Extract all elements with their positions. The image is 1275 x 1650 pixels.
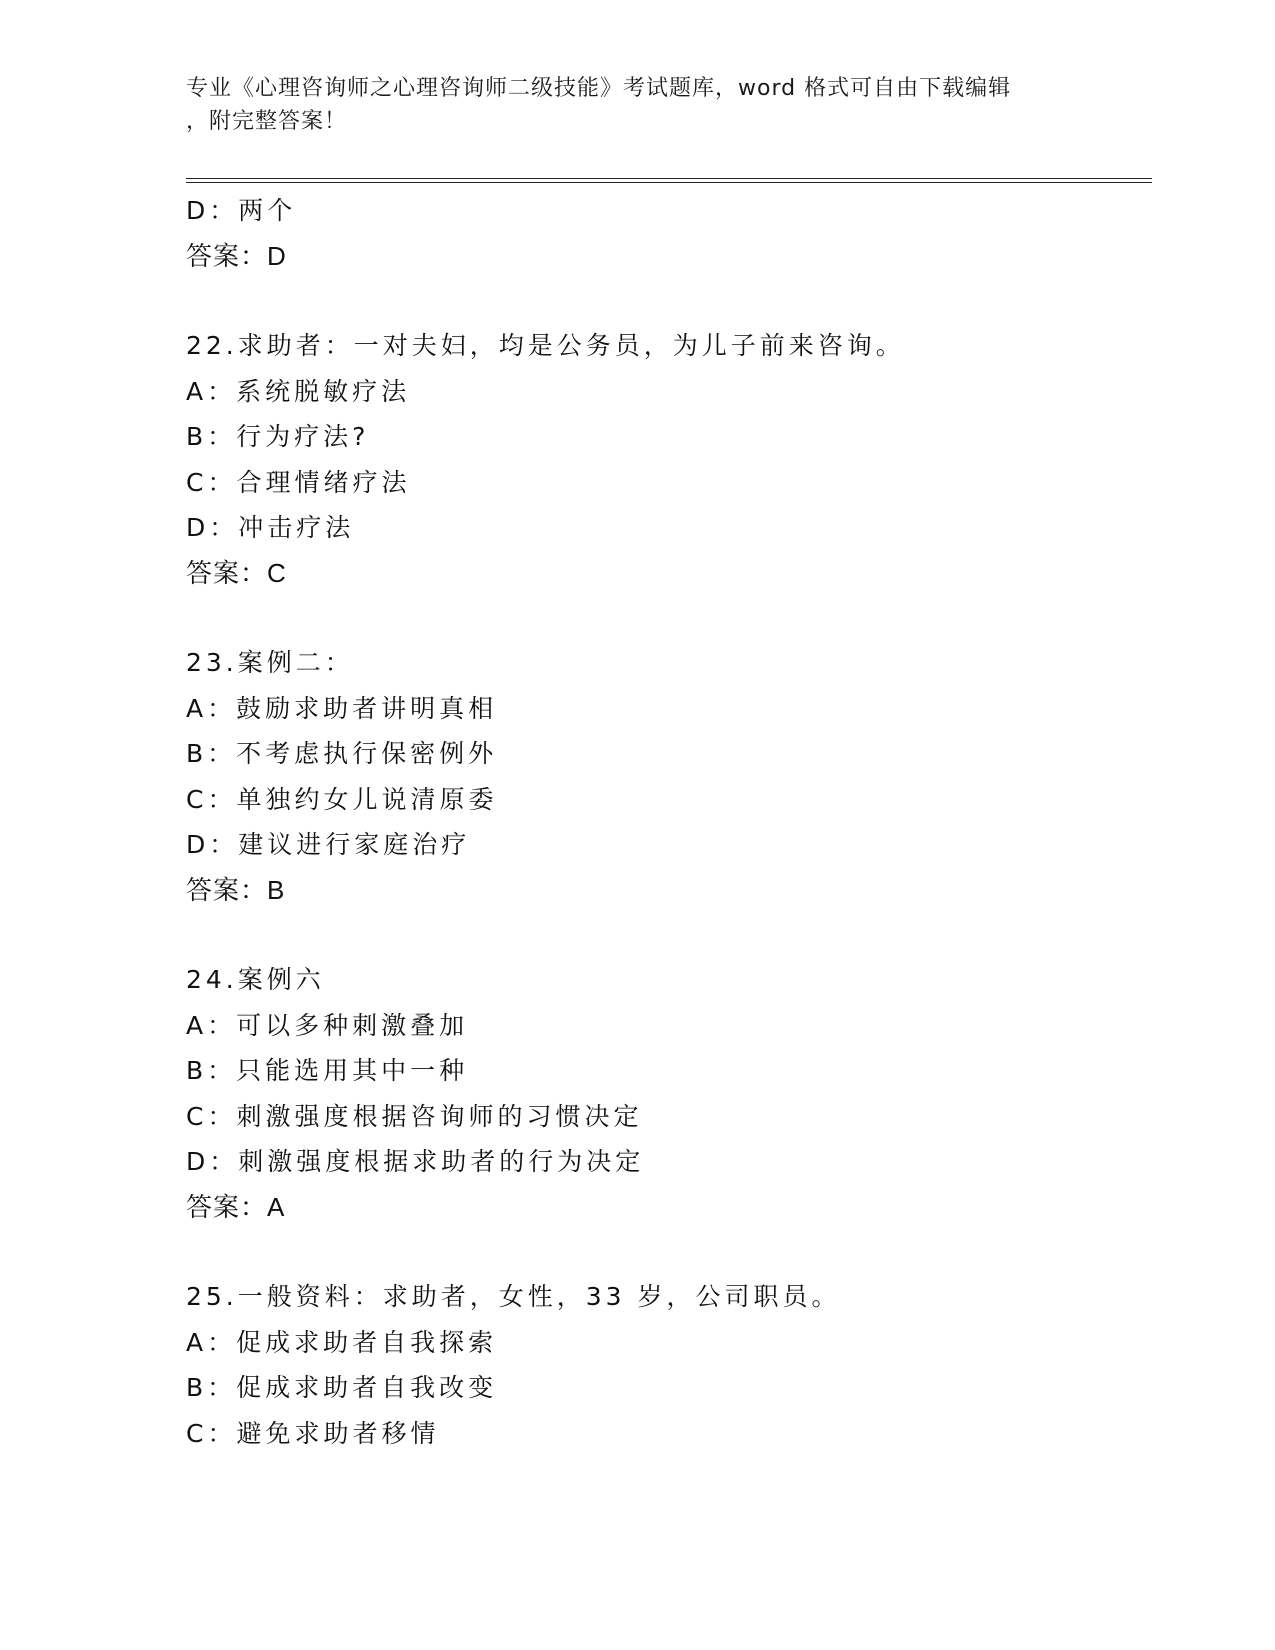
option-d: D：刺激强度根据求助者的行为决定 <box>186 1147 645 1176</box>
option-d: D：冲击疗法 <box>186 513 355 542</box>
spacer <box>186 279 1152 323</box>
option-c: C：刺激强度根据咨询师的习惯决定 <box>186 1101 643 1131</box>
question-stem: 23.案例二： <box>186 648 354 677</box>
spacer <box>186 596 1152 640</box>
question-stem: 25.一般资料：求助者，女性，33 岁，公司职员。 <box>186 1282 841 1311</box>
answer-line: 答案：A <box>186 1191 286 1222</box>
option-d: D：两个 <box>186 196 297 225</box>
header-divider-bottom <box>186 182 1152 183</box>
answer-line: 答案：C <box>186 557 287 588</box>
document-header <box>186 72 1086 138</box>
spacer <box>186 1230 1152 1274</box>
option-d: D：建议进行家庭治疗 <box>186 830 471 859</box>
question-list <box>186 188 1152 1456</box>
option-c: C：避免求助者移情 <box>186 1418 440 1448</box>
option-a: A：促成求助者自我探索 <box>186 1327 498 1357</box>
spacer <box>186 913 1152 957</box>
header-divider-top <box>186 178 1152 179</box>
option-b: B：促成求助者自我改变 <box>186 1373 498 1402</box>
option-a: A：鼓励求助者讲明真相 <box>186 693 498 723</box>
question-stem: 24.案例六 <box>186 965 325 994</box>
header-line-2: ，附完整答案！ <box>186 109 348 134</box>
option-b: B：只能选用其中一种 <box>186 1056 469 1085</box>
question-stem: 22.求助者：一对夫妇，均是公务员，为儿子前来咨询。 <box>186 331 905 360</box>
answer-line: 答案：B <box>186 874 286 905</box>
option-c: C：合理情绪疗法 <box>186 467 411 497</box>
option-a: A：系统脱敏疗法 <box>186 376 411 406</box>
option-a: A：可以多种刺激叠加 <box>186 1010 469 1040</box>
option-b: B：不考虑执行保密例外 <box>186 739 498 768</box>
answer-line: 答案：D <box>186 240 287 271</box>
option-c: C：单独约女儿说清原委 <box>186 784 498 814</box>
option-b: B：行为疗法? <box>186 422 370 451</box>
header-line-1: 专业《心理咨询师之心理咨询师二级技能》考试题库，word 格式可自由下载编辑 <box>186 76 1012 101</box>
